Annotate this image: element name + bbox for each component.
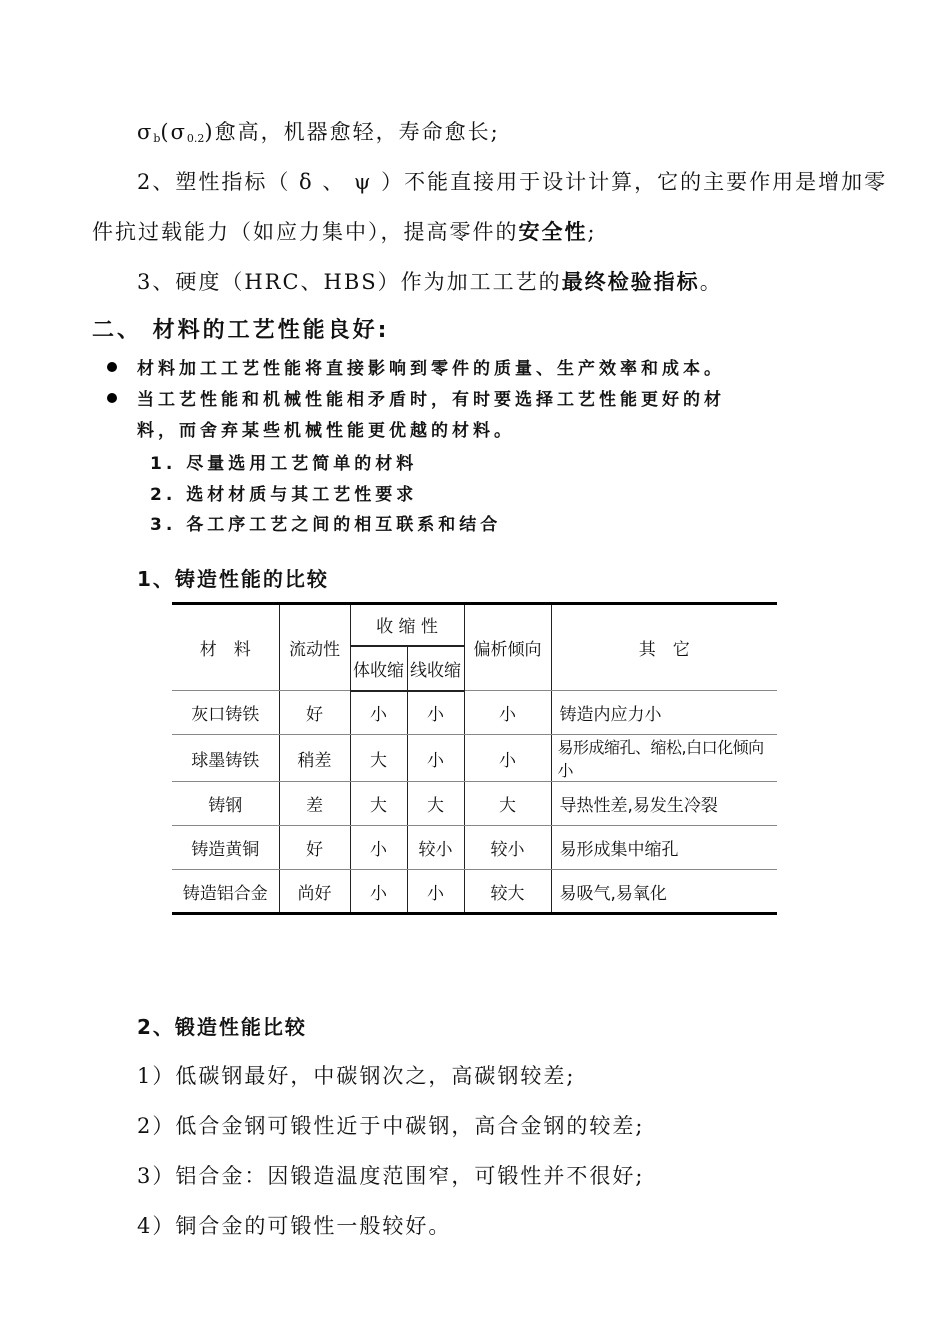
cell-fluidity: 好 (279, 826, 350, 870)
numbered-item-2: 2. 选材材质与其工艺性要求 (150, 485, 418, 505)
sigma-symbol: σ (137, 120, 154, 144)
hardness-suffix: 。 (699, 270, 723, 294)
cell-linear: 小 (407, 735, 464, 782)
header-shrinkage: 收 缩 性 (350, 604, 464, 646)
forging-title: 2、锻造性能比较 (137, 1015, 307, 1039)
cell-volume: 大 (350, 735, 407, 782)
line-plasticity (137, 166, 887, 196)
forging-item-4: 4）铜合金的可锻性一般较好。 (137, 1214, 452, 1238)
header-volume-shrinkage: 体收缩 (350, 646, 407, 691)
cell-other: 易吸气,易氧化 (551, 870, 777, 914)
cell-other: 铸造内应力小 (551, 691, 777, 735)
bullet-dot-icon (107, 362, 117, 372)
casting-title: 1、铸造性能的比较 (137, 567, 329, 591)
table-row (172, 691, 777, 735)
numbered-item-1: 1. 尽量选用工艺简单的材料 (150, 454, 418, 474)
header-other: 其 它 (551, 604, 777, 691)
plasticity-text: 2、塑性指标（ δ 、 ψ ）不能直接用于设计计算，它的主要作用是增加零 (137, 170, 888, 194)
hardness-text: 3、硬度（HRC、HBS）作为加工工艺的 (137, 270, 562, 294)
table-row (172, 826, 777, 870)
overload-suffix: ; (587, 220, 597, 244)
cell-fluidity: 稍差 (279, 735, 350, 782)
strength-text: )愈高，机器愈轻，寿命愈长; (204, 120, 500, 144)
cell-material: 灰口铸铁 (172, 691, 279, 735)
cell-other: 导热性差,易发生冷裂 (551, 782, 777, 826)
header-segregation: 偏析倾向 (464, 604, 551, 691)
header-linear-shrinkage: 线收缩 (407, 646, 464, 691)
casting-comparison-table (172, 602, 777, 915)
subscript-b: b (153, 132, 161, 145)
cell-material: 球墨铸铁 (172, 735, 279, 782)
table-row (172, 735, 777, 782)
cell-fluidity: 好 (279, 691, 350, 735)
safety-text: 安全性 (518, 219, 588, 244)
line-strength (137, 116, 500, 146)
final-inspection-text: 最终检验指标 (561, 269, 700, 294)
cell-linear: 大 (407, 782, 464, 826)
line-hardness (137, 266, 723, 296)
cell-segregation: 较小 (464, 826, 551, 870)
bullet-item-1: 材料加工工艺性能将直接影响到零件的质量、生产效率和成本。 (137, 359, 725, 379)
subscript-02: 0.2 (186, 132, 205, 145)
cell-volume: 大 (350, 782, 407, 826)
cell-segregation: 较大 (464, 870, 551, 914)
cell-volume: 小 (350, 691, 407, 735)
cell-fluidity: 差 (279, 782, 350, 826)
line-overload (92, 216, 597, 246)
bullet-item-2: 当工艺性能和机械性能相矛盾时，有时要选择工艺性能更好的材 (137, 390, 725, 410)
header-material: 材 料 (172, 604, 279, 691)
forging-item-2: 2）低合金钢可锻性近于中碳钢，高合金钢的较差; (137, 1114, 645, 1138)
sigma-02-open: (σ (160, 120, 187, 144)
cell-material: 铸造铝合金 (172, 870, 279, 914)
forging-item-3: 3）铝合金：因锻造温度范围窄，可锻性并不很好; (137, 1164, 645, 1188)
cell-linear: 小 (407, 870, 464, 914)
header-fluidity: 流动性 (279, 604, 350, 691)
cell-segregation: 大 (464, 782, 551, 826)
bullet-dot-icon (107, 393, 117, 403)
forging-item-1: 1）低碳钢最好，中碳钢次之，高碳钢较差; (137, 1064, 576, 1088)
overload-text: 件抗过载能力（如应力集中），提高零件的 (92, 220, 519, 244)
cell-volume: 小 (350, 826, 407, 870)
cell-other: 易形成缩孔、缩松,白口化倾向小 (551, 735, 777, 782)
cell-material: 铸钢 (172, 782, 279, 826)
cell-volume: 小 (350, 870, 407, 914)
numbered-item-3: 3. 各工序工艺之间的相互联系和结合 (150, 515, 502, 535)
bullet-item-2-cont: 料，而舍弃某些机械性能更优越的材料。 (137, 421, 515, 441)
cell-segregation: 小 (464, 691, 551, 735)
table-row (172, 870, 777, 914)
cell-segregation: 小 (464, 735, 551, 782)
section-title-process: 二、 材料的工艺性能良好: (92, 318, 390, 343)
cell-linear: 较小 (407, 826, 464, 870)
cell-linear: 小 (407, 691, 464, 735)
cell-material: 铸造黄铜 (172, 826, 279, 870)
table-row (172, 782, 777, 826)
cell-other: 易形成集中缩孔 (551, 826, 777, 870)
cell-fluidity: 尚好 (279, 870, 350, 914)
